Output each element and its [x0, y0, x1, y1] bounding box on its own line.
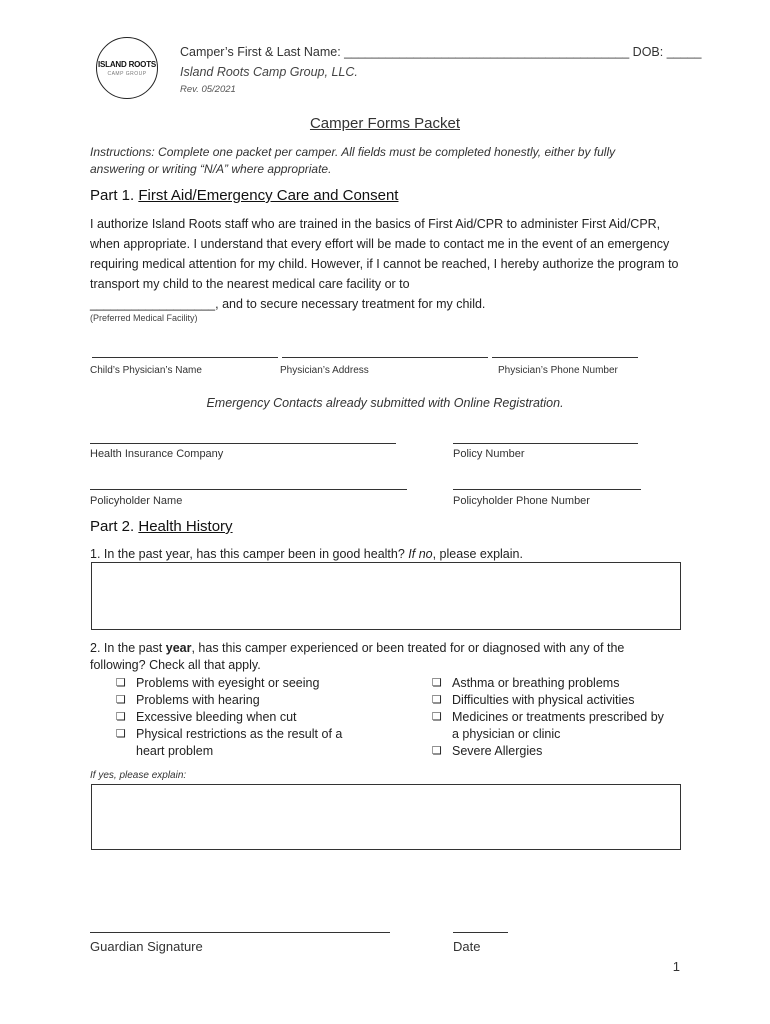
question-2-line1: 2. In the past year, has this camper experienced or been treated for or diagnosed with any of the — [90, 641, 625, 655]
checkbox-icon[interactable]: ❏ — [432, 711, 442, 723]
right-options-list — [432, 675, 682, 760]
checkbox-icon[interactable]: ❏ — [432, 677, 442, 689]
checkbox-icon[interactable]: ❏ — [116, 677, 126, 689]
organization-name: Island Roots Camp Group, LLC. — [180, 65, 358, 79]
logo-text: ISLAND ROOTS — [97, 59, 157, 69]
instructions-text: : Complete one packet per camper. All fields must be completed honestly, either by fully answering or writing “N/A” where appropriate. — [90, 145, 616, 176]
checkbox-icon[interactable]: ❏ — [116, 694, 126, 706]
preferred-facility-blank[interactable]: __________________, and to secure necessary treatment for my child. — [90, 297, 486, 311]
guardian-signature-line[interactable] — [90, 932, 390, 933]
part1-heading: Part 1. First Aid/Emergency Care and Consent — [90, 187, 399, 204]
checkbox-icon[interactable]: ❏ — [116, 728, 126, 740]
policy-number-line[interactable] — [453, 443, 638, 444]
date-line[interactable] — [453, 932, 508, 933]
part2-heading: Part 2. Health History — [90, 518, 233, 535]
question-2-line2: following? Check all that apply. — [90, 658, 261, 672]
emergency-contacts-note: Emergency Contacts already submitted with Online Registration. — [206, 396, 564, 410]
physician-name-line[interactable] — [92, 357, 278, 358]
policyholder-name-label: Policyholder Name — [90, 495, 183, 507]
instructions — [90, 144, 650, 178]
option-allergies[interactable]: ❏ Severe Allergies — [432, 744, 543, 758]
insurance-company-label: Health Insurance Company — [90, 448, 224, 460]
option-eyesight[interactable]: ❏ Problems with eyesight or seeing — [116, 676, 320, 690]
question-1: 1. In the past year, has this camper been in good health? If no, please explain. — [90, 547, 523, 561]
physician-address-label: Physician’s Address — [280, 365, 369, 376]
logo-subtext: CAMP GROUP — [107, 70, 147, 77]
camp-logo — [96, 37, 158, 99]
option-medicines[interactable]: ❏ Medicines or treatments prescribed by a physician or clinic — [432, 710, 664, 741]
checkbox-icon[interactable]: ❏ — [432, 745, 442, 757]
policy-number-label: Policy Number — [453, 448, 525, 460]
checkbox-icon[interactable]: ❏ — [116, 711, 126, 723]
physician-phone-line[interactable] — [492, 357, 638, 358]
date-label: Date — [453, 939, 481, 954]
instructions-lead: Instructions — [90, 145, 152, 159]
physician-address-line[interactable] — [282, 357, 488, 358]
option-bleeding[interactable]: ❏ Excessive bleeding when cut — [116, 710, 297, 724]
policyholder-name-line[interactable] — [90, 489, 407, 490]
consent-paragraph: I authorize Island Roots staff who are trained in the basics of First Aid/CPR to administer First Aid/CPR, when appropriate. I understand that every effort will be made to contact me in the event of an emergency requiring medical attention for my child. However, if I cannot be reached, I hereby authorize the program to transport my child to the nearest medical care facility or to __________________, and to secure necessary treatment for my child. — [90, 217, 679, 311]
left-options-list — [116, 675, 366, 760]
policyholder-phone-label: Policyholder Phone Number — [453, 495, 590, 507]
revision-date: Rev. 05/2021 — [180, 84, 236, 95]
option-hearing[interactable]: ❏ Problems with hearing — [116, 693, 260, 707]
page-title: Camper Forms Packet — [309, 115, 461, 132]
preferred-facility-label: (Preferred Medical Facility) — [90, 313, 198, 323]
checkbox-icon[interactable]: ❏ — [432, 694, 442, 706]
physician-phone-label: Physician’s Phone Number — [498, 365, 618, 376]
insurance-company-line[interactable] — [90, 443, 396, 444]
physician-name-label: Child’s Physician’s Name — [90, 365, 202, 376]
conditions-explain-box[interactable] — [91, 784, 681, 850]
option-physical-activities[interactable]: ❏ Difficulties with physical activities — [432, 693, 635, 707]
option-heart-problem[interactable]: ❏ Physical restrictions as the result of a heart problem — [116, 727, 343, 758]
option-asthma[interactable]: ❏ Asthma or breathing problems — [432, 676, 620, 690]
explain-label: If yes, please explain: — [90, 770, 187, 781]
page-number: 1 — [672, 959, 680, 974]
camper-name-dob-line[interactable]: Camper’s First & Last Name: _________________________________________ DOB: _____ — [180, 45, 702, 59]
good-health-explain-box[interactable] — [91, 562, 681, 630]
guardian-signature-label: Guardian Signature — [90, 939, 203, 954]
policyholder-phone-line[interactable] — [453, 489, 641, 490]
